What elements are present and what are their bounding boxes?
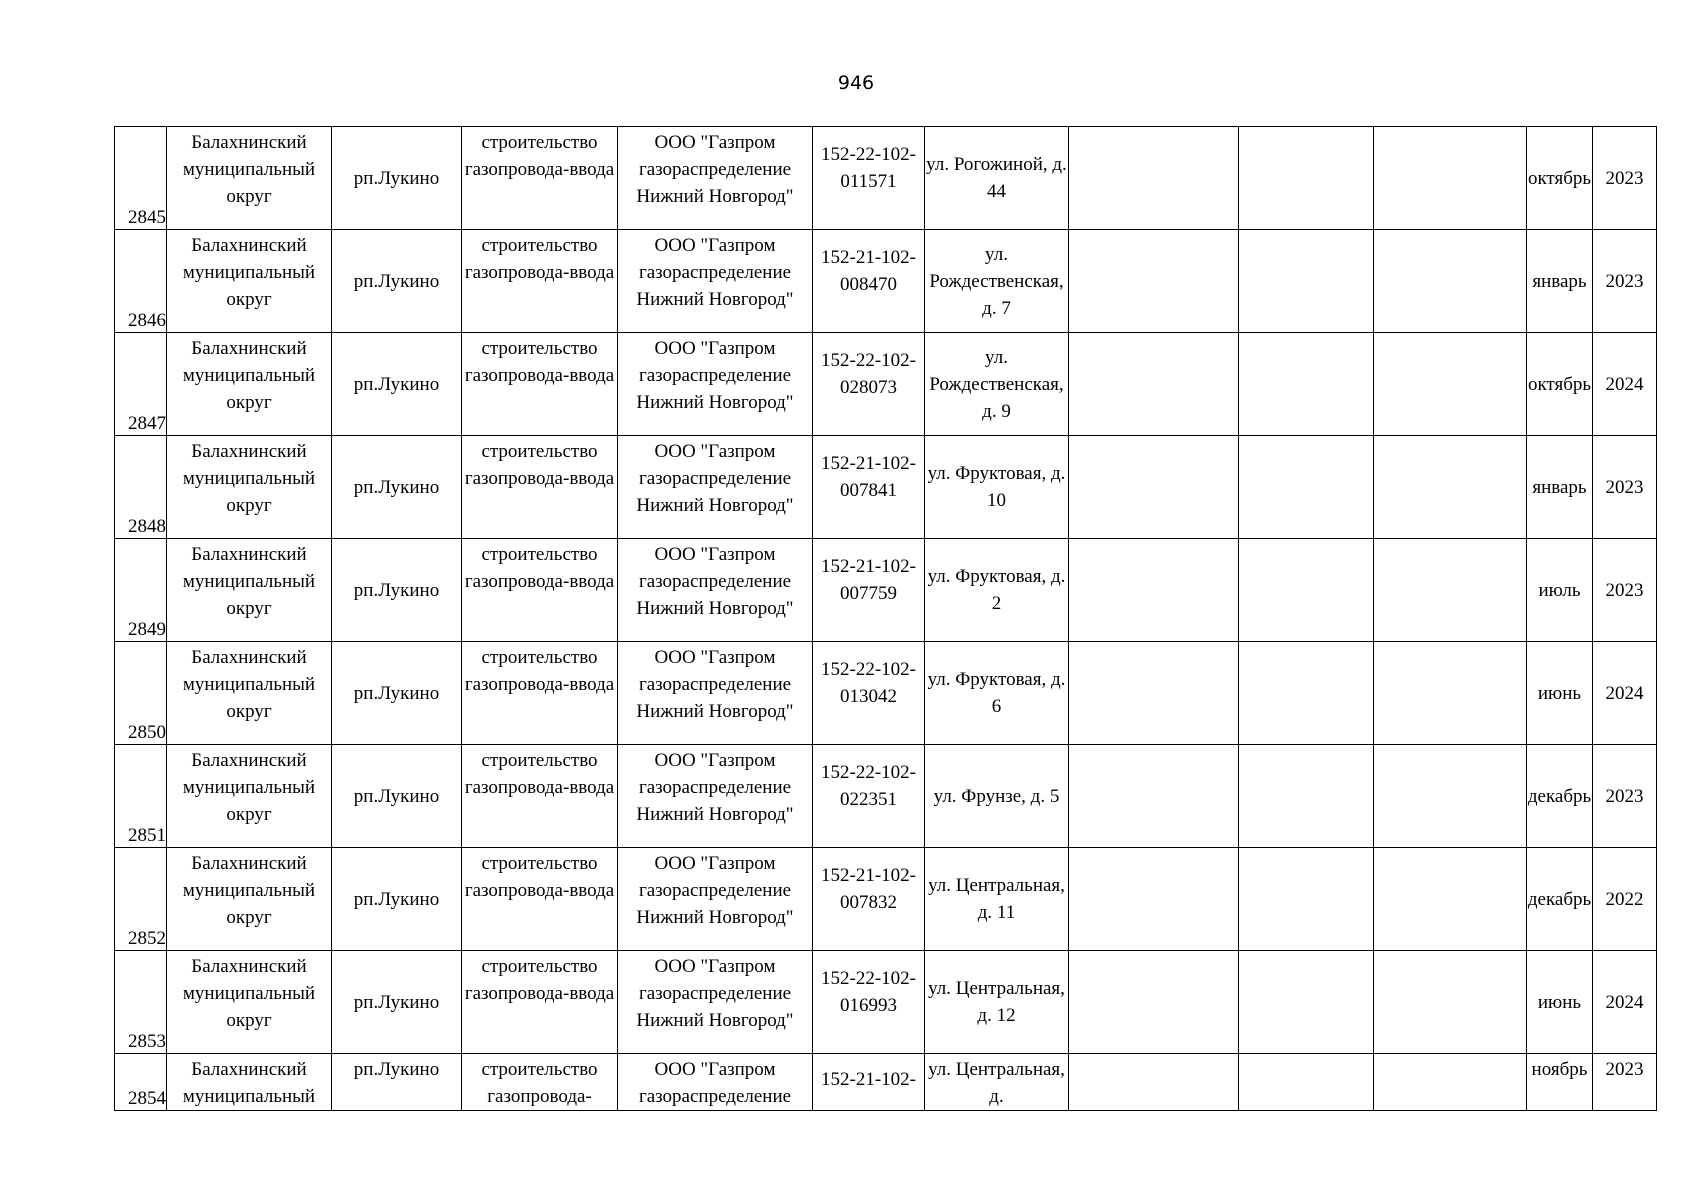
empty-cell	[1239, 230, 1374, 333]
empty-cell	[1069, 951, 1239, 1054]
work-type-cell: строительство газопровода-ввода	[462, 230, 618, 333]
application-code-cell: 152-22-102-016993	[813, 951, 925, 1054]
year-cell: 2024	[1593, 951, 1657, 1054]
settlement-cell: рп.Лукино	[332, 1054, 462, 1111]
work-type-cell: строительство газопровода-ввода	[462, 848, 618, 951]
settlement-cell: рп.Лукино	[332, 745, 462, 848]
application-code-cell: 152-21-102-	[813, 1054, 925, 1111]
month-cell: декабрь	[1527, 745, 1593, 848]
work-type-cell: строительство газопровода-	[462, 1054, 618, 1111]
table-row	[115, 230, 1657, 333]
page-number: 946	[837, 72, 875, 94]
work-type-cell: строительство газопровода-ввода	[462, 333, 618, 436]
empty-cell	[1374, 848, 1527, 951]
settlement-cell: рп.Лукино	[332, 539, 462, 642]
empty-cell	[1239, 1054, 1374, 1111]
month-cell: октябрь	[1527, 333, 1593, 436]
application-code-cell: 152-22-102-022351	[813, 745, 925, 848]
empty-cell	[1069, 333, 1239, 436]
table-row	[115, 436, 1657, 539]
row-number-cell: 2846	[115, 230, 167, 333]
empty-cell	[1069, 127, 1239, 230]
empty-cell	[1374, 333, 1527, 436]
year-cell: 2023	[1593, 1054, 1657, 1111]
application-code-cell: 152-22-102-028073	[813, 333, 925, 436]
district-cell: Балахнинский муниципальный округ	[167, 230, 332, 333]
row-number-cell: 2853	[115, 951, 167, 1054]
row-number-cell: 2845	[115, 127, 167, 230]
empty-cell	[1239, 127, 1374, 230]
address-cell: ул. Рогожиной, д. 44	[925, 127, 1069, 230]
address-cell: ул. Рождественская, д. 7	[925, 230, 1069, 333]
settlement-cell: рп.Лукино	[332, 848, 462, 951]
year-cell: 2022	[1593, 848, 1657, 951]
year-cell: 2024	[1593, 642, 1657, 745]
empty-cell	[1239, 642, 1374, 745]
organization-cell: ООО "Газпром газораспределение Нижний Новгород"	[618, 230, 813, 333]
year-cell: 2023	[1593, 127, 1657, 230]
empty-cell	[1374, 230, 1527, 333]
work-type-cell: строительство газопровода-ввода	[462, 436, 618, 539]
address-cell: ул. Центральная, д. 12	[925, 951, 1069, 1054]
organization-cell: ООО "Газпром газораспределение Нижний Новгород"	[618, 333, 813, 436]
district-cell: Балахнинский муниципальный округ	[167, 539, 332, 642]
organization-cell: ООО "Газпром газораспределение Нижний Новгород"	[618, 745, 813, 848]
month-cell: ноябрь	[1527, 1054, 1593, 1111]
organization-cell: ООО "Газпром газораспределение Нижний Новгород"	[618, 951, 813, 1054]
empty-cell	[1374, 642, 1527, 745]
organization-cell: ООО "Газпром газораспределение Нижний Новгород"	[618, 539, 813, 642]
settlement-cell: рп.Лукино	[332, 230, 462, 333]
address-cell: ул. Фруктовая, д. 10	[925, 436, 1069, 539]
empty-cell	[1374, 951, 1527, 1054]
row-number-cell: 2849	[115, 539, 167, 642]
work-type-cell: строительство газопровода-ввода	[462, 127, 618, 230]
application-code-cell: 152-22-102-011571	[813, 127, 925, 230]
address-cell: ул. Рождественская, д. 9	[925, 333, 1069, 436]
organization-cell: ООО "Газпром газораспределение Нижний Новгород"	[618, 127, 813, 230]
empty-cell	[1069, 848, 1239, 951]
district-cell: Балахнинский муниципальный округ	[167, 436, 332, 539]
row-number-cell: 2852	[115, 848, 167, 951]
empty-cell	[1239, 333, 1374, 436]
district-cell: Балахнинский муниципальный округ	[167, 848, 332, 951]
empty-cell	[1239, 745, 1374, 848]
empty-cell	[1069, 745, 1239, 848]
address-cell: ул. Фруктовая, д. 6	[925, 642, 1069, 745]
application-code-cell: 152-21-102-008470	[813, 230, 925, 333]
row-number-cell: 2848	[115, 436, 167, 539]
year-cell: 2023	[1593, 745, 1657, 848]
work-type-cell: строительство газопровода-ввода	[462, 745, 618, 848]
organization-cell: ООО "Газпром газораспределение Нижний Новгород"	[618, 848, 813, 951]
empty-cell	[1069, 642, 1239, 745]
table-row	[115, 1054, 1657, 1111]
month-cell: июнь	[1527, 642, 1593, 745]
table-row	[115, 642, 1657, 745]
empty-cell	[1239, 951, 1374, 1054]
empty-cell	[1069, 539, 1239, 642]
empty-cell	[1239, 848, 1374, 951]
empty-cell	[1374, 1054, 1527, 1111]
year-cell: 2023	[1593, 230, 1657, 333]
year-cell: 2024	[1593, 333, 1657, 436]
district-cell: Балахнинский муниципальный округ	[167, 127, 332, 230]
work-type-cell: строительство газопровода-ввода	[462, 539, 618, 642]
district-cell: Балахнинский муниципальный округ	[167, 642, 332, 745]
organization-cell: ООО "Газпром газораспределение Нижний Новгород"	[618, 642, 813, 745]
application-code-cell: 152-22-102-013042	[813, 642, 925, 745]
address-cell: ул. Фрунзе, д. 5	[925, 745, 1069, 848]
empty-cell	[1374, 127, 1527, 230]
work-type-cell: строительство газопровода-ввода	[462, 951, 618, 1054]
year-cell: 2023	[1593, 539, 1657, 642]
month-cell: январь	[1527, 230, 1593, 333]
empty-cell	[1069, 1054, 1239, 1111]
settlement-cell: рп.Лукино	[332, 951, 462, 1054]
settlement-cell: рп.Лукино	[332, 333, 462, 436]
table-row	[115, 951, 1657, 1054]
application-code-cell: 152-21-102-007841	[813, 436, 925, 539]
empty-cell	[1239, 539, 1374, 642]
table-row	[115, 333, 1657, 436]
district-cell: Балахнинский муниципальный округ	[167, 333, 332, 436]
application-code-cell: 152-21-102-007759	[813, 539, 925, 642]
gasification-table	[114, 126, 1657, 1111]
table-body	[115, 127, 1657, 1111]
table-row	[115, 127, 1657, 230]
district-cell: Балахнинский муниципальный округ	[167, 745, 332, 848]
empty-cell	[1239, 436, 1374, 539]
organization-cell: ООО "Газпром газораспределение Нижний Новгород"	[618, 436, 813, 539]
table-row	[115, 848, 1657, 951]
month-cell: декабрь	[1527, 848, 1593, 951]
empty-cell	[1374, 539, 1527, 642]
district-cell: Балахнинский муниципальный округ	[167, 951, 332, 1054]
empty-cell	[1374, 436, 1527, 539]
address-cell: ул. Центральная, д.	[925, 1054, 1069, 1111]
table-row	[115, 745, 1657, 848]
row-number-cell: 2854	[115, 1054, 167, 1111]
empty-cell	[1069, 230, 1239, 333]
month-cell: июль	[1527, 539, 1593, 642]
address-cell: ул. Фруктовая, д. 2	[925, 539, 1069, 642]
empty-cell	[1069, 436, 1239, 539]
address-cell: ул. Центральная, д. 11	[925, 848, 1069, 951]
empty-cell	[1374, 745, 1527, 848]
settlement-cell: рп.Лукино	[332, 436, 462, 539]
row-number-cell: 2851	[115, 745, 167, 848]
row-number-cell: 2847	[115, 333, 167, 436]
month-cell: июнь	[1527, 951, 1593, 1054]
year-cell: 2023	[1593, 436, 1657, 539]
row-number-cell: 2850	[115, 642, 167, 745]
settlement-cell: рп.Лукино	[332, 642, 462, 745]
application-code-cell: 152-21-102-007832	[813, 848, 925, 951]
month-cell: январь	[1527, 436, 1593, 539]
month-cell: октябрь	[1527, 127, 1593, 230]
settlement-cell: рп.Лукино	[332, 127, 462, 230]
work-type-cell: строительство газопровода-ввода	[462, 642, 618, 745]
table-row	[115, 539, 1657, 642]
organization-cell: ООО "Газпром газораспределение	[618, 1054, 813, 1111]
district-cell: Балахнинский муниципальный	[167, 1054, 332, 1111]
